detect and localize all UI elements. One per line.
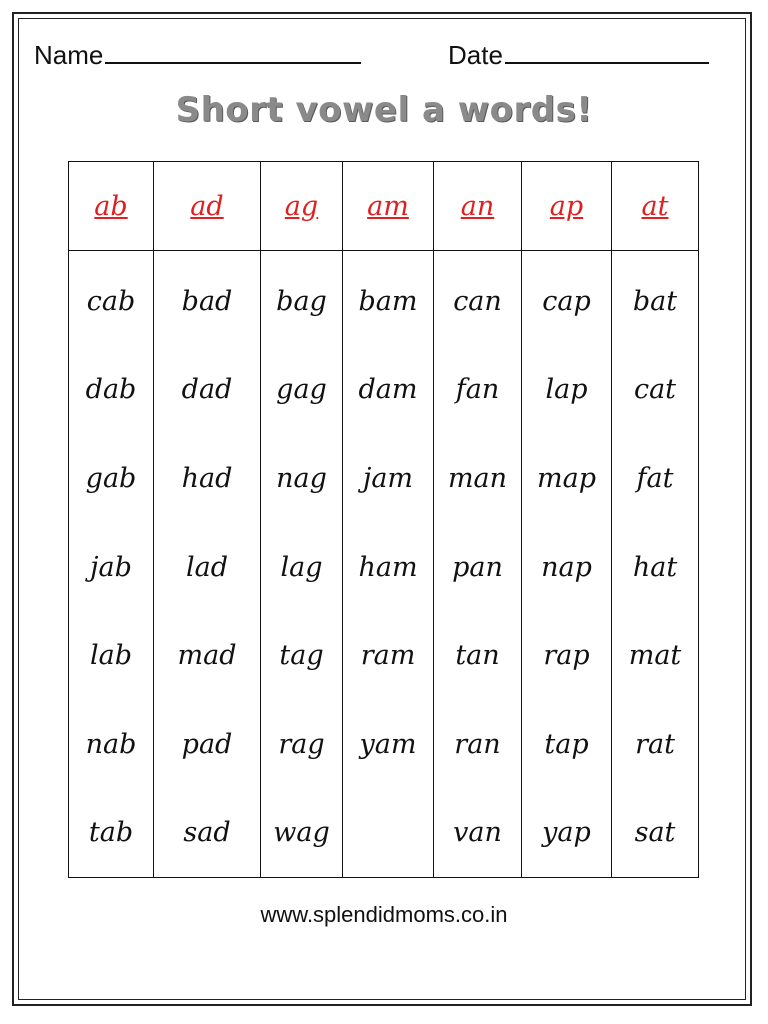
word-cell: ham: [343, 523, 434, 612]
word-cell: rag: [261, 700, 343, 789]
word-cell: van: [434, 789, 522, 878]
column-header: ad: [154, 162, 261, 251]
word-cell: tab: [69, 789, 154, 878]
name-blank-line[interactable]: [105, 61, 361, 64]
word-cell: lag: [261, 523, 343, 612]
column-header: at: [612, 162, 699, 251]
word-cell: nab: [69, 700, 154, 789]
word-cell: bad: [154, 251, 261, 346]
word-cell: tap: [522, 700, 612, 789]
table-header-row: [69, 162, 699, 251]
word-cell: rap: [522, 611, 612, 700]
word-cell: gab: [69, 434, 154, 523]
word-cell: fat: [612, 434, 699, 523]
word-cell: lad: [154, 523, 261, 612]
word-cell: nap: [522, 523, 612, 612]
word-cell: dab: [69, 346, 154, 435]
word-cell: ram: [343, 611, 434, 700]
word-cell: dad: [154, 346, 261, 435]
table-row: [69, 700, 699, 789]
word-cell: cab: [69, 251, 154, 346]
worksheet-title: Short vowel a words!: [175, 90, 593, 130]
word-cell: pad: [154, 700, 261, 789]
word-cell: pan: [434, 523, 522, 612]
footer-website: www.splendidmoms.co.in: [260, 902, 508, 927]
word-cell: bat: [612, 251, 699, 346]
date-label: Date: [448, 40, 503, 70]
date-field[interactable]: [448, 40, 709, 71]
column-header: ap: [522, 162, 612, 251]
table-row: [69, 611, 699, 700]
column-header: an: [434, 162, 522, 251]
word-cell: had: [154, 434, 261, 523]
word-cell: sat: [612, 789, 699, 878]
word-cell: sad: [154, 789, 261, 878]
word-cell: jam: [343, 434, 434, 523]
table-row: [69, 251, 699, 346]
name-label: Name: [34, 40, 104, 70]
word-cell: lab: [69, 611, 154, 700]
word-cell: dam: [343, 346, 434, 435]
table-row: [69, 523, 699, 612]
word-cell: tag: [261, 611, 343, 700]
word-cell: gag: [261, 346, 343, 435]
word-cell: bam: [343, 251, 434, 346]
word-cell: mat: [612, 611, 699, 700]
word-cell: wag: [261, 789, 343, 878]
word-cell: mad: [154, 611, 261, 700]
table-row: [69, 789, 699, 878]
word-cell: cat: [612, 346, 699, 435]
word-cell: hat: [612, 523, 699, 612]
word-cell: rat: [612, 700, 699, 789]
word-cell: yam: [343, 700, 434, 789]
word-family-table: [68, 161, 699, 878]
column-header: am: [343, 162, 434, 251]
word-cell: map: [522, 434, 612, 523]
word-cell: jab: [69, 523, 154, 612]
word-cell: ran: [434, 700, 522, 789]
word-cell: man: [434, 434, 522, 523]
column-header: ab: [69, 162, 154, 251]
word-cell: can: [434, 251, 522, 346]
word-cell: [343, 789, 434, 878]
word-cell: tan: [434, 611, 522, 700]
table-row: [69, 346, 699, 435]
word-cell: bag: [261, 251, 343, 346]
word-cell: nag: [261, 434, 343, 523]
table-row: [69, 434, 699, 523]
word-cell: lap: [522, 346, 612, 435]
word-cell: yap: [522, 789, 612, 878]
date-blank-line[interactable]: [505, 61, 709, 64]
word-cell: fan: [434, 346, 522, 435]
column-header: ag: [261, 162, 343, 251]
word-cell: cap: [522, 251, 612, 346]
name-field[interactable]: [34, 40, 361, 71]
header-fields: [34, 40, 720, 80]
